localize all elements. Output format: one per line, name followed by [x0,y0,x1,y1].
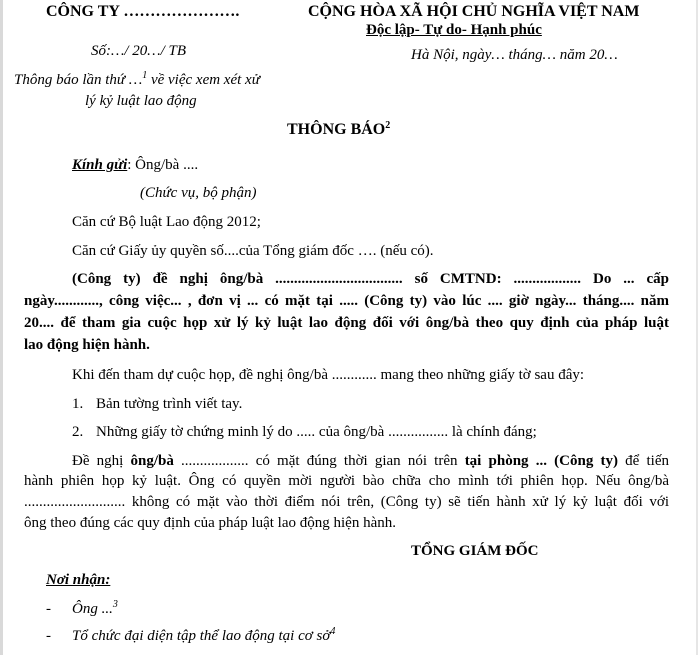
signature-title: TỔNG GIÁM ĐỐC [411,543,539,559]
recipient-name: : Ông/bà .... [127,157,199,173]
notice-line-4: ông theo đúng các quy định của pháp luật lao động hiện hành. [24,515,396,531]
recipient-item-2: - Tổ chức đại diện tập thể lao động tại cơ sở$^4$ [46,626,336,644]
document-item-2: 2. Những giấy tờ chứng minh lý do ..... của ông/bà ................ là chính đáng; [72,424,537,440]
document-number: Số:…/ 20…/ TB [91,43,187,59]
request-line-2: ngày............, công việc... , đơn vị ... có mặt tại ..... (Công ty) vào lúc .... giờ ngày... tháng.... năm [24,293,669,309]
place-date: Hà Nội, ngày… tháng… năm 20… [411,47,618,63]
recipients-label: Nơi nhận: [46,572,111,588]
company-name: CÔNG TY …………………. [46,3,240,20]
document-title: THÔNG BÁO$^2$ [287,120,391,138]
legal-basis-1: Căn cứ Bộ luật Lao động 2012; [72,214,261,230]
republic-title: CỘNG HÒA XÃ HỘI CHỦ NGHĨA VIỆT NAM [308,3,640,20]
documents-intro: Khi đến tham dự cuộc họp, đề nghị ông/bà ............ mang theo những giấy tờ sau đây: [72,367,585,383]
notice-subject-line2: lý kỷ luật lao động [85,93,197,109]
notice-line-3: ........................... không có mặt vào thời điểm nói trên, (Công ty) sẽ tiến hành xử lý kỷ luật đối với [24,494,669,510]
request-line-1: (Công ty) đề nghị ông/bà .................................. số CMTND: .................. Do ... cấp [72,271,669,287]
notice-subject-line1: Thông báo lần thứ …$^1$ về việc xem xét xử [14,70,260,88]
request-line-4: lao động hiện hành. [24,337,150,353]
request-line-3: 20.... để tham gia cuộc họp xử lý kỷ luật lao động đối với ông/bà theo quy định của pháp luật [24,315,669,331]
recipient-line [72,157,198,174]
national-motto: Độc lập- Tự do- Hạnh phúc [366,22,542,38]
notice-line-1: Đề nghị ông/bà .................. có mặt đúng thời gian nói trên tại phòng ... (Công ty) để tiến [72,453,669,469]
recipient-label: Kính gửi [72,157,128,173]
notice-line-2: hành phiên họp kỷ luật. Ông có quyền mời người bào chữa cho mình tới phiên họp. Nếu ông/bà [24,473,669,489]
page-left-edge [0,0,3,655]
document-item-1: 1. Bản tường trình viết tay. [72,396,243,412]
legal-basis-2: Căn cứ Giấy ủy quyền số....của Tổng giám đốc …. (nếu có). [72,243,434,259]
recipient-item-1: - Ông ...$^3$ [46,599,118,617]
recipient-position: (Chức vụ, bộ phận) [140,185,257,201]
